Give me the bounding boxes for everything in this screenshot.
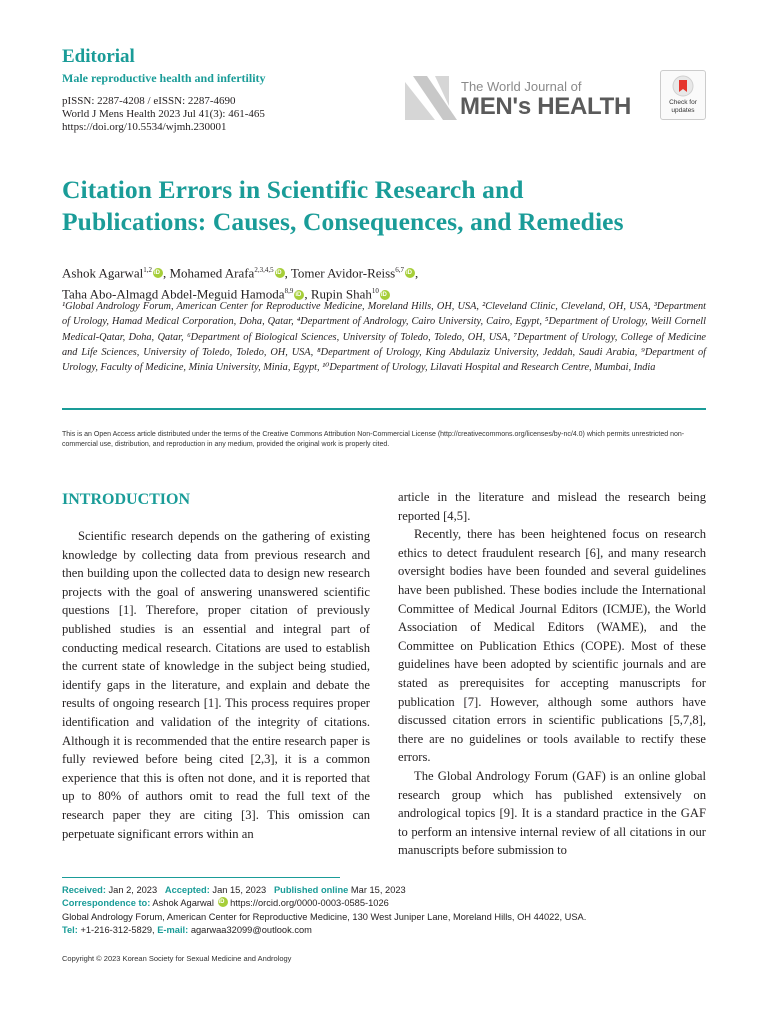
section-label: Editorial <box>62 46 135 67</box>
check-for-updates-text: Check for updates <box>669 99 697 114</box>
contact-line: Tel: +1-216-312-5829, E-mail: agarwaa32099@outlook.com <box>62 925 312 936</box>
email-link[interactable]: agarwaa32099@outlook.com <box>190 925 312 936</box>
journal-logo-mark <box>405 76 465 120</box>
orcid-link[interactable]: https://orcid.org/0000-0003-0585-1026 <box>230 898 389 909</box>
correspondence-address: Global Andrology Forum, American Center for Reproductive Medicine, 130 West Juniper Lane, Moreland Hills, OH 44022, USA. <box>62 911 587 922</box>
orcid-icon[interactable] <box>218 897 228 907</box>
divider <box>62 408 706 410</box>
author-list: Ashok Agarwal$^{1,2}$iD , Mohamed Arafa$^{2,3,4,5}$iD , Tomer Avidor-Reiss$^{6,7}$iD , Taha Abo-Almagd Abdel-Meguid Hamoda$^{8,9}$iD , Rupin Shah$^{10}$iD <box>62 261 418 304</box>
subsection-label: Male reproductive health and infertility <box>62 71 266 85</box>
section-heading: INTRODUCTION <box>62 491 191 508</box>
journal-logo <box>405 76 650 122</box>
body-column-left <box>62 527 370 843</box>
article-title: Citation Errors in Scientific Research and Publications: Causes, Consequences, and Remedies <box>62 175 624 236</box>
issn-line: pISSN: 2287-4208 / eISSN: 2287-4690 <box>62 95 236 107</box>
doi-link[interactable]: https://doi.org/10.5534/wjmh.230001 <box>62 121 227 133</box>
check-for-updates-badge[interactable] <box>660 70 706 120</box>
journal-name-big: MEN's HEALTH <box>460 93 631 120</box>
orcid-icon[interactable] <box>405 268 415 278</box>
paragraph: article in the literature and mislead the research being reported [4,5]. <box>398 490 706 523</box>
author-name[interactable]: Tomer Avidor-Reiss <box>290 265 396 281</box>
footer-divider <box>62 877 340 878</box>
orcid-icon[interactable] <box>153 268 163 278</box>
author-name[interactable]: Taha Abo-Almagd Abdel-Meguid Hamoda <box>62 286 285 302</box>
correspondence-line: Correspondence to: Ashok Agarwal iD https://orcid.org/0000-0003-0585-1026 <box>62 897 712 910</box>
author-name[interactable]: Mohamed Arafa <box>169 265 255 281</box>
citation-line: World J Mens Health 2023 Jul 41(3): 461-465 <box>62 108 265 120</box>
dates-line: Received: Jan 2, 2023 Accepted: Jan 15, 2023 Published online Mar 15, 2023 <box>62 885 406 895</box>
affiliations: ¹Global Andrology Forum, American Center for Reproductive Medicine, Moreland Hills, OH, USA, ²Cleveland Clinic, Cleveland, OH, USA, ³Department of Urology, Hamad Medical Corporation, Doha, Qatar, ⁴Department of Andrology, Cairo University, Cairo, Egypt, ⁵Department of Urology, Weill Cornell Medical-Qatar, Doha, Qatar, ⁶Department of Biological Sciences, University of Toledo, Toledo, OH, USA, ⁷Department of Urology, College of Medicine and Life Sciences, University of Toledo, Toledo, OH, USA, ⁸Department of Urology, King Abdulaziz University, Jeddah, Saudi Arabia, ⁹Department of Urology, Faculty of Medicine, Minia University, Minia, Egypt, ¹⁰Department of Urology, Lilavati Hospital and Research Centre, Mumbai, India <box>62 301 706 374</box>
body-column-right <box>398 488 706 860</box>
paragraph: Recently, there has been heightened focus on research ethics to detect fraudulent research [6], and many research oversight bodies have been founded and several guidelines have been published. These bodies include the International Committee of Medical Journal Editors (ICMJE), the World Association of Medical Editors (WAME), and the Committee on Publication Ethics (COPE). Most of these guidelines have been adopted by scientific journals and are stated as prerequisites for accepting manuscripts for publication [7]. However, although some authors have discussed citation errors in scientific publications [5,7,8], there are no guidelines or tools available to rectify these errors. <box>398 527 706 765</box>
author-name[interactable]: Rupin Shah <box>310 286 372 302</box>
license-notice: This is an Open Access article distributed under the terms of the Creative Commons Attribution Non-Commercial License (http://creativecommons.org/licenses/by-nc/4.0) which permits unrestricted non-commercial use, distribution, and reproduction in any medium, provided the original work is properly cited. <box>62 431 685 448</box>
article-footer <box>62 884 712 938</box>
bookmark-icon <box>672 75 694 97</box>
copyright: Copyright © 2023 Korean Society for Sexual Medicine and Andrology <box>62 954 292 963</box>
author-name[interactable]: Ashok Agarwal <box>62 265 144 281</box>
journal-name-small: The World Journal of <box>461 79 582 94</box>
orcid-icon[interactable] <box>275 268 285 278</box>
paragraph: The Global Andrology Forum (GAF) is an online global research group which has published extensively on andrological topics [9]. It is a standard practice in the GAF to perform an intensive internal review of all citations in our manuscripts before submission to <box>398 768 706 858</box>
paragraph: Scientific research depends on the gathering of existing knowledge by collecting data from previous research and then building upon the collected data to design new research projects with the goal of answering unanswered scientific questions [1]. Therefore, proper citation of previously published studies is an essential and integral part of conducting medical research. Citations are used to establish the current state of knowledge in the subject being studied, identify gaps in the literature, and explain and debate the results of ongoing research [1]. This process requires proper identification and validation of the integrity of citations. Although it is recommended that the entire research paper is fully reviewed before being cited [2,3], it is a common experience that this is often not done, and it is reported that up to 80% of authors omit to read the full text of the research paper they are citing [3]. This omission can perpetuate significant errors within an <box>62 529 370 841</box>
